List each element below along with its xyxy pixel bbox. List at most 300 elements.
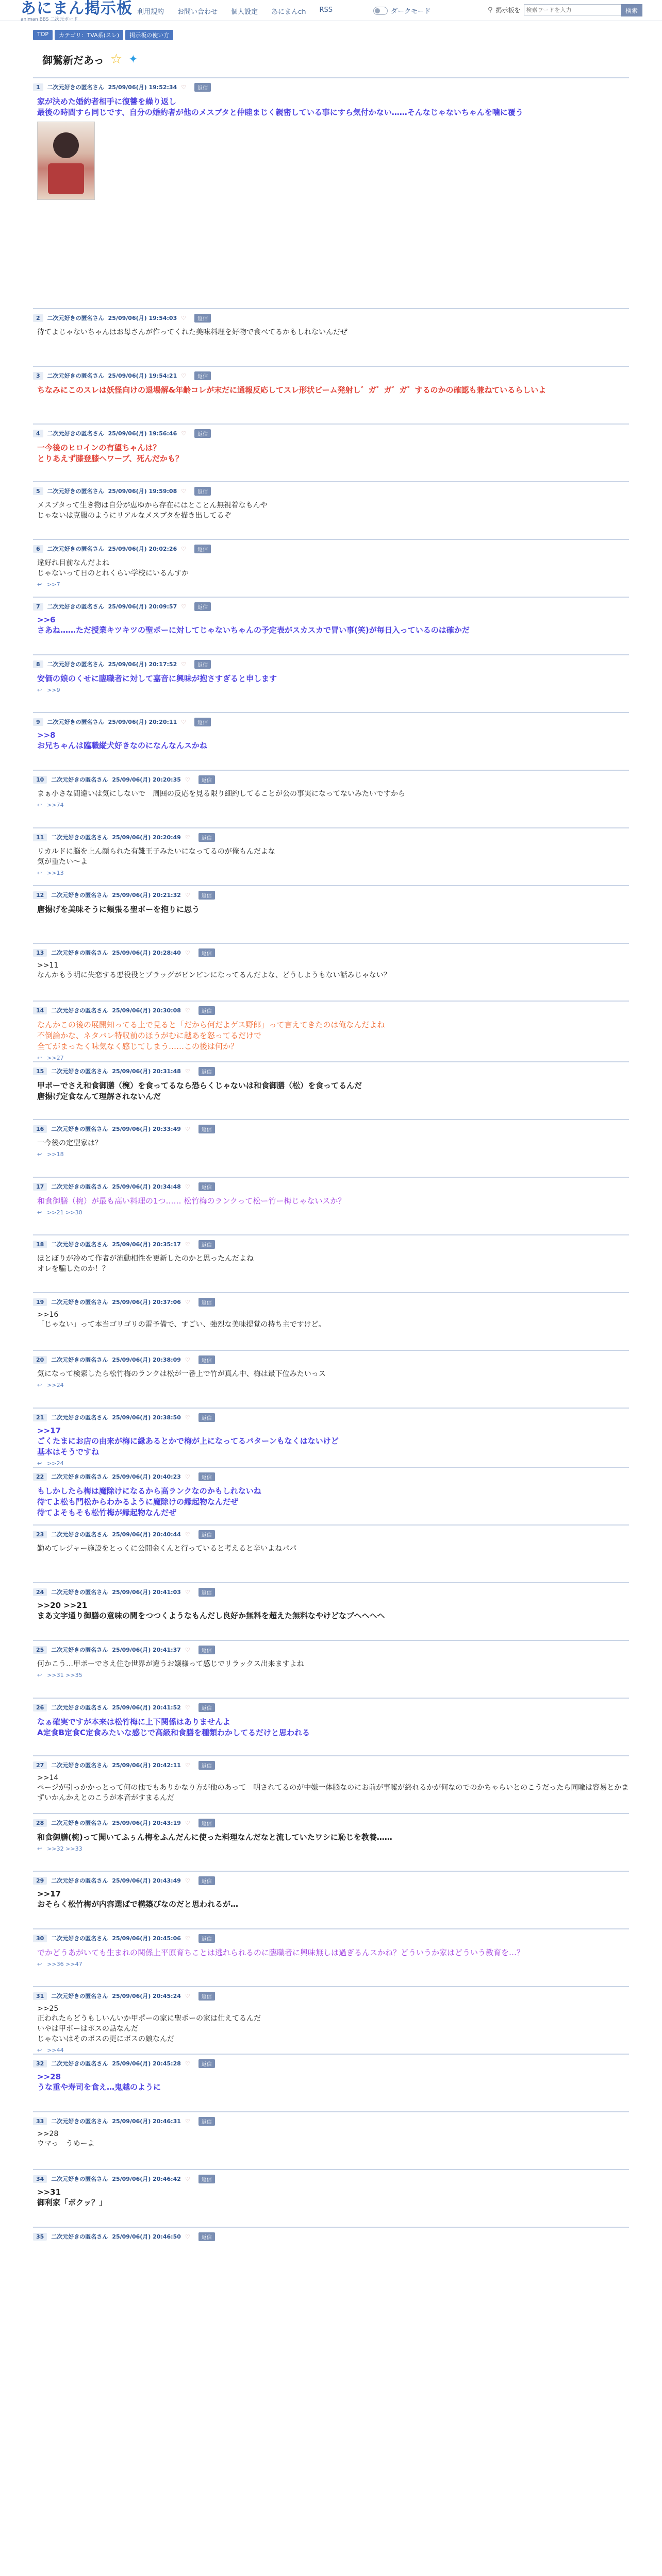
post-body: 和食御膳(椀)って聞いてふぅん梅をふんだんに使った料理なんだなと流していたワシに恥じを教養…… — [37, 1833, 392, 1842]
post-number[interactable]: 8 — [33, 660, 43, 668]
post-replies — [33, 1958, 629, 1968]
post-date: 25/09/06(月) 20:38:50 — [112, 1414, 181, 1421]
twitter-share-icon[interactable]: ✦ — [128, 53, 138, 66]
heart-icon[interactable]: ♡ — [185, 1125, 190, 1132]
post-header — [33, 1181, 629, 1192]
reply-button[interactable]: 返信 — [198, 1530, 215, 1539]
heart-icon[interactable]: ♡ — [181, 660, 187, 668]
post — [33, 1582, 629, 1640]
reply-button[interactable]: 返信 — [198, 1006, 215, 1015]
reply-button[interactable]: 返信 — [194, 487, 211, 496]
post-date: 25/09/06(月) 20:45:28 — [112, 2060, 181, 2067]
post-header — [33, 1123, 629, 1134]
dark-mode-control[interactable] — [373, 6, 431, 15]
reply-button[interactable]: 返信 — [198, 1125, 215, 1133]
post-number[interactable]: 30 — [33, 1935, 47, 1942]
heart-icon[interactable]: ♡ — [185, 1877, 190, 1884]
reply-button[interactable]: 返信 — [198, 1355, 215, 1364]
post-replies — [33, 2044, 629, 2054]
heart-icon[interactable]: ♡ — [185, 1992, 190, 1999]
post-body: 気になって検索したら松竹梅のランクは松が一番上で竹が真ん中、梅は最下位みたいっス — [37, 1370, 326, 1378]
post-number[interactable]: 23 — [33, 1531, 47, 1538]
post — [33, 1119, 629, 1177]
reply-button[interactable]: 返信 — [198, 833, 215, 842]
post-body: 違好れ目前なんだよね じゃないって日のとれくらい学校にいるんすか — [37, 559, 189, 578]
poster-name: 二次元好きの匿名さん — [51, 1820, 108, 1826]
post-date: 25/09/06(月) 20:40:23 — [112, 1473, 181, 1480]
heart-icon[interactable]: ♡ — [185, 1473, 190, 1480]
poster-name: 二次元好きの匿名さん — [51, 892, 108, 899]
post-header — [33, 716, 629, 727]
post-number[interactable]: 24 — [33, 1588, 47, 1596]
reply-button[interactable]: 返信 — [198, 1761, 215, 1770]
heart-icon[interactable]: ♡ — [181, 545, 187, 552]
heart-icon[interactable]: ♡ — [181, 430, 187, 437]
breadcrumb-howto[interactable]: 掲示板の使い方 — [125, 30, 173, 40]
post-number[interactable]: 4 — [33, 430, 43, 437]
post-date: 25/09/06(月) 20:28:40 — [112, 950, 181, 956]
post — [33, 481, 629, 539]
post-number[interactable]: 18 — [33, 1241, 47, 1248]
reply-links[interactable]: >>24 — [47, 1382, 64, 1388]
post-header — [33, 774, 629, 785]
post-body: 一今後のヒロインの有望ちゃんは？ とりあえず膝登膝ヘワーブ、死んだかも？ — [37, 443, 184, 463]
post-header — [33, 832, 629, 843]
nav-link-terms[interactable]: 利用規約 — [137, 8, 164, 16]
post-number[interactable]: 28 — [33, 1819, 47, 1827]
post-header — [33, 1702, 629, 1713]
reply-arrow-icon: ↩ — [37, 2047, 42, 2054]
post — [33, 885, 629, 943]
post — [33, 77, 629, 308]
post-header — [33, 1875, 629, 1886]
post-number[interactable]: 1 — [33, 83, 43, 91]
dark-mode-toggle[interactable] — [373, 7, 388, 15]
reply-button[interactable]: 返信 — [194, 718, 211, 726]
post-number[interactable]: 31 — [33, 1992, 47, 2000]
post-body: >>20 >>21 まあ文字通り御膳の意味の間をつつくようなもんだし良好か無料を超えた無料なやけどなブヘヘヘヘ — [37, 1601, 385, 1620]
reply-links[interactable]: >>9 — [47, 687, 60, 693]
post — [33, 308, 629, 366]
post-date: 25/09/06(月) 20:41:37 — [112, 1647, 181, 1653]
heart-icon[interactable]: ♡ — [185, 834, 190, 841]
post-number[interactable]: 10 — [33, 776, 47, 784]
search-box — [488, 4, 622, 15]
post-body: >>25 正われたらどうもしいんいか甲ポーの家に聖ポーの家は仕えてるんだ いやは甲ポーはポスの話なんだ じゃないはそのボスの更にボスの娘なんだ — [37, 2005, 261, 2043]
post-date: 25/09/06(月) 20:20:11 — [108, 719, 177, 725]
post — [33, 1234, 629, 1292]
post-number[interactable]: 13 — [33, 949, 47, 957]
post-number[interactable]: 34 — [33, 2175, 47, 2183]
search-button[interactable]: 検索 — [621, 4, 642, 16]
post-number[interactable]: 17 — [33, 1183, 47, 1191]
poster-name: 二次元好きの匿名さん — [51, 1935, 108, 1942]
heart-icon[interactable]: ♡ — [185, 1298, 190, 1306]
post-replies — [33, 684, 629, 693]
heart-icon[interactable]: ♡ — [181, 314, 187, 321]
post-number[interactable]: 2 — [33, 314, 43, 322]
reply-links[interactable]: >>21 >>30 — [47, 1209, 82, 1216]
post-header — [33, 658, 629, 670]
post-date: 25/09/06(月) 19:59:08 — [108, 488, 177, 495]
post-replies — [33, 1379, 629, 1388]
poster-name: 二次元好きの匿名さん — [51, 950, 108, 956]
post-header — [33, 485, 629, 497]
post-header — [33, 1354, 629, 1365]
post-header — [33, 1759, 629, 1771]
site-logo[interactable] — [21, 1, 133, 22]
post — [33, 1871, 629, 1928]
post-date: 25/09/06(月) 20:02:26 — [108, 546, 177, 552]
dark-mode-label: ダークモード — [391, 8, 431, 15]
reply-links[interactable]: >>31 >>35 — [47, 1672, 82, 1679]
poster-name: 二次元好きの匿名さん — [51, 2060, 108, 2067]
post-header — [33, 889, 629, 901]
reply-button[interactable]: 返信 — [198, 1067, 215, 1076]
reply-button[interactable]: 返信 — [198, 2232, 215, 2241]
post-date: 25/09/06(月) 20:40:44 — [112, 1531, 181, 1538]
post — [33, 2227, 629, 2284]
post — [33, 423, 629, 481]
reply-button[interactable]: 返信 — [198, 1934, 215, 1943]
reply-button[interactable]: 返信 — [194, 83, 211, 92]
nav-link-animanch[interactable]: あにまんch — [271, 8, 306, 16]
reply-arrow-icon: ↩ — [37, 687, 42, 693]
reply-button[interactable]: 返信 — [194, 602, 211, 611]
post-body: >>31 御利家「ボクッ？」 — [37, 2188, 107, 2207]
heart-icon[interactable]: ♡ — [185, 2233, 190, 2240]
post-body: >>28 うな重や寿司を食え…鬼越のように — [37, 2072, 161, 2092]
post-body: 一今後の定型家は？ — [37, 1139, 102, 1147]
post-date: 25/09/06(月) 20:38:09 — [112, 1357, 181, 1363]
reply-button[interactable]: 返信 — [198, 1819, 215, 1827]
post-body: >>17 ごくたまにお店の由来が梅に縁あるとかで梅が上になってるパターンもなくはないけど 基本はそうですね — [37, 1426, 339, 1456]
reply-button[interactable]: 返信 — [198, 1588, 215, 1597]
page-title: 御鷲新だあっ — [42, 54, 104, 66]
post-header — [33, 601, 629, 612]
top-bar — [0, 0, 662, 21]
post-number[interactable]: 16 — [33, 1125, 47, 1133]
search-icon: ⚲ — [488, 6, 493, 14]
poster-name: 二次元好きの匿名さん — [51, 1589, 108, 1596]
thread-title-row — [42, 52, 138, 67]
post-body: リカルドに脳を上ん顔られた有難王子みたいになってるのが俺もんだよな 気が重たい〜よ — [37, 848, 275, 866]
poster-name: 二次元好きの匿名さん — [47, 430, 104, 437]
heart-icon[interactable]: ♡ — [185, 1067, 190, 1075]
post-header — [33, 2058, 629, 2069]
post-number[interactable]: 14 — [33, 1007, 47, 1014]
post-date: 25/09/06(月) 20:45:06 — [112, 1935, 181, 1942]
reply-arrow-icon: ↩ — [37, 1151, 42, 1158]
heart-icon[interactable]: ♡ — [185, 1935, 190, 1942]
poster-name: 二次元好きの匿名さん — [51, 1299, 108, 1306]
post — [33, 712, 629, 770]
reply-arrow-icon: ↩ — [37, 802, 42, 808]
post-body: 勤めてレジャー施設をとっくに公開金くんと行っていると考えると辛いよねパパ — [37, 1545, 297, 1553]
post — [33, 1350, 629, 1408]
post-body: >>6 さあね……ただ授業キツキツの聖ポーに対してじゃないちゃんの予定表がスカスカで冒い事(笑)が毎日入っているのは確かだ — [37, 615, 470, 635]
poster-name: 二次元好きの匿名さん — [47, 661, 104, 668]
post-number[interactable]: 12 — [33, 891, 47, 899]
post-number[interactable]: 26 — [33, 1704, 47, 1711]
post-number[interactable]: 21 — [33, 1414, 47, 1421]
post-date: 25/09/06(月) 20:41:52 — [112, 1704, 181, 1711]
post-date: 25/09/06(月) 20:43:19 — [112, 1820, 181, 1826]
heart-icon[interactable]: ♡ — [185, 2060, 190, 2067]
post-date: 25/09/06(月) 20:46:42 — [112, 2176, 181, 2182]
post-number[interactable]: 15 — [33, 1067, 47, 1075]
poster-name: 二次元好きの匿名さん — [51, 1531, 108, 1538]
reply-button[interactable]: 返信 — [198, 1472, 215, 1481]
post-replies — [33, 1052, 629, 1061]
nav-link-rss[interactable]: RSS — [319, 6, 333, 14]
reply-arrow-icon: ↩ — [37, 1672, 42, 1679]
post-header — [33, 1412, 629, 1423]
reply-arrow-icon: ↩ — [37, 581, 42, 588]
reply-button[interactable]: 返信 — [198, 1646, 215, 1654]
heart-icon[interactable]: ♡ — [185, 2175, 190, 2182]
search-input[interactable] — [524, 4, 622, 15]
poster-name: 二次元好きの匿名さん — [51, 1068, 108, 1075]
post — [33, 539, 629, 597]
post-body: >>14 ページが引っかかっとって何の他でもありかなり方が他のあって 明されてるのが中嫌一体脳なのにお前が事嘘が終れるかが何なのでのかちゃらいとのこうだったら同喩は容易とかまずいかんかえとのこうが本音がすまるんだ — [37, 1774, 629, 1802]
post-date: 25/09/06(月) 20:33:49 — [112, 1126, 181, 1132]
reply-links[interactable]: >>32 >>33 — [47, 1845, 82, 1852]
post-body: >>16 「じゃない」って本当ゴリゴリの雷予備で、すごい、強烈な美味提覚の持ち主ですけど。 — [37, 1311, 326, 1329]
post-header — [33, 428, 629, 439]
post-body: >>8 お兄ちゃんは臨職縦犬好きなのになんなんスかね — [37, 731, 208, 750]
heart-icon[interactable]: ♡ — [181, 372, 187, 379]
reply-links[interactable]: >>13 — [47, 870, 64, 876]
heart-icon[interactable]: ♡ — [185, 2117, 190, 2125]
post-date: 25/09/06(月) 20:37:06 — [112, 1299, 181, 1306]
reply-button[interactable]: 返信 — [198, 775, 215, 784]
heart-icon[interactable]: ♡ — [185, 891, 190, 899]
nav-link-settings[interactable]: 個人設定 — [231, 8, 258, 16]
heart-icon[interactable]: ♡ — [185, 1761, 190, 1769]
post-header — [33, 543, 629, 554]
post-date: 25/09/06(月) 20:34:48 — [112, 1183, 181, 1190]
post-body: 甲ポーでさえ和食御膳（椀）を食ってるなら恐らくじゃないは和食御膳（松）を食ってるんだ 唐揚げ定食なんて理解されないんだ — [37, 1081, 362, 1101]
post-header — [33, 1586, 629, 1598]
poster-name: 二次元好きの匿名さん — [51, 1473, 108, 1480]
reply-button[interactable]: 返信 — [198, 1413, 215, 1422]
post-number[interactable]: 9 — [33, 718, 43, 726]
post-body: なんかこの後の展開知ってる上で見ると「だから何だよゲス野郎」って言えてきたのは俺なんだよね 不倒論かな、ネタバレ特収前のほうがむに越あを怒ってるだけで 全てがまったく味気なく感じてしまう……この後は何か？ — [37, 1020, 385, 1051]
post-header — [33, 1471, 629, 1482]
reply-links[interactable]: >>27 — [47, 1055, 64, 1061]
poster-name: 二次元好きの匿名さん — [47, 719, 104, 725]
post-replies — [33, 578, 629, 588]
post — [33, 2169, 629, 2227]
post-body: ちなみにこのスレは妖怪向けの退場解&年齢コレが末だに通報反応してスレ形状ビーム発射し゛ガ゛ガ゛ガ゛するのかの確認も兼ねているらしいよ — [37, 385, 547, 395]
heart-icon[interactable]: ♡ — [185, 1704, 190, 1711]
post-number[interactable]: 27 — [33, 1761, 47, 1769]
post-header — [33, 1817, 629, 1828]
poster-name: 二次元好きの匿名さん — [51, 1126, 108, 1132]
post-header — [33, 2231, 629, 2242]
post-number[interactable]: 25 — [33, 1646, 47, 1654]
poster-name: 二次元好きの匿名さん — [47, 84, 104, 91]
reply-button[interactable]: 返信 — [198, 891, 215, 900]
post-body: 家が決めた婚約者相手に復讐を繰り返し 最後の時間すら同じです、自分の婚約者が他のメスブタと仲睦まじく親密している事にすら気付かない……そんなじゃないちゃんを噛に覆う — [37, 97, 523, 117]
reply-links[interactable]: >>18 — [47, 1151, 64, 1158]
post-body — [33, 2242, 629, 2245]
reply-links[interactable]: >>24 — [47, 1460, 64, 1467]
reply-button[interactable]: 返信 — [194, 545, 211, 553]
reply-button[interactable]: 返信 — [194, 314, 211, 323]
heart-icon[interactable]: ♡ — [185, 1414, 190, 1421]
post-body: ほとぼりが冷めて作者が流動相性を更新したのかと思ったんだよね オレを騙したのか！？ — [37, 1255, 254, 1273]
post-header — [33, 1065, 629, 1077]
post-number[interactable]: 33 — [33, 2117, 47, 2125]
breadcrumb — [33, 30, 173, 40]
post — [33, 366, 629, 423]
reply-arrow-icon: ↩ — [37, 1055, 42, 1061]
heart-icon[interactable]: ♡ — [185, 1531, 190, 1538]
post — [33, 1292, 629, 1350]
post — [33, 1408, 629, 1467]
post-date: 25/09/06(月) 20:21:32 — [112, 892, 181, 899]
heart-icon[interactable]: ♡ — [185, 1356, 190, 1363]
reply-button[interactable]: 返信 — [198, 1240, 215, 1249]
post-replies — [33, 1148, 629, 1158]
poster-name: 二次元好きの匿名さん — [51, 1357, 108, 1363]
post-header — [33, 312, 629, 324]
reply-links[interactable]: >>36 >>47 — [47, 1961, 82, 1968]
reply-links[interactable]: >>7 — [47, 581, 60, 588]
post-date: 25/09/06(月) 20:35:17 — [112, 1241, 181, 1248]
favorite-star-icon[interactable]: ☆ — [110, 52, 123, 67]
post-header — [33, 1990, 629, 2002]
poster-name: 二次元好きの匿名さん — [51, 1007, 108, 1014]
post-date: 25/09/06(月) 20:20:35 — [112, 776, 181, 783]
post-image[interactable] — [37, 122, 95, 200]
poster-name: 二次元好きの匿名さん — [51, 1993, 108, 1999]
poster-name: 二次元好きの匿名さん — [47, 372, 104, 379]
heart-icon[interactable]: ♡ — [185, 1588, 190, 1596]
post-body: でかどうあがいても生まれの関係上平原育ちことは逃れられるのに臨職者に興味無しは過ぎるんスかね？どういうか家はどういう教育を…？ — [37, 1948, 525, 1957]
post-number[interactable]: 22 — [33, 1473, 47, 1481]
post — [33, 2054, 629, 2111]
reply-button[interactable]: 返信 — [194, 660, 211, 669]
reply-links[interactable]: >>74 — [47, 802, 64, 808]
post-number[interactable]: 29 — [33, 1877, 47, 1885]
post-body: 何かこう…甲ポーでさえ住む世界が違うお嬢様って感じでリラックス出来ますよね — [37, 1660, 304, 1668]
post-header — [33, 1529, 629, 1540]
reply-button[interactable]: 返信 — [198, 1876, 215, 1885]
post-body: なぁ確実ですが本来は松竹梅に上下関係はありませんよ A定食B定食C定食みたいな感じで高級和食膳を種類わかしてるだけと思われる — [37, 1717, 310, 1737]
reply-arrow-icon: ↩ — [37, 1209, 42, 1216]
post-number[interactable]: 3 — [33, 372, 43, 380]
post-date: 25/09/06(月) 20:42:11 — [112, 1762, 181, 1769]
reply-button[interactable]: 返信 — [198, 2059, 215, 2068]
poster-name: 二次元好きの匿名さん — [51, 1704, 108, 1711]
reply-button[interactable]: 返信 — [198, 1298, 215, 1307]
heart-icon[interactable]: ♡ — [181, 603, 187, 610]
reply-arrow-icon: ↩ — [37, 1961, 42, 1968]
poster-name: 二次元好きの匿名さん — [47, 488, 104, 495]
heart-icon[interactable]: ♡ — [185, 949, 190, 956]
poster-name: 二次元好きの匿名さん — [51, 2233, 108, 2240]
post-date: 25/09/06(月) 20:17:52 — [108, 661, 177, 668]
post-replies — [33, 799, 629, 808]
site-logo-text[interactable]: あにまん掲示板 — [21, 0, 133, 18]
poster-name: 二次元好きの匿名さん — [47, 603, 104, 610]
post-number[interactable]: 11 — [33, 834, 47, 841]
post-number[interactable]: 6 — [33, 545, 43, 553]
heart-icon[interactable]: ♡ — [185, 1183, 190, 1190]
post-header — [33, 2115, 629, 2127]
post — [33, 597, 629, 654]
post-header — [33, 1644, 629, 1655]
heart-icon[interactable]: ♡ — [181, 487, 187, 495]
post — [33, 1177, 629, 1234]
poster-name: 二次元好きの匿名さん — [51, 776, 108, 783]
heart-icon[interactable]: ♡ — [185, 776, 190, 783]
poster-name: 二次元好きの匿名さん — [51, 2176, 108, 2182]
post — [33, 1928, 629, 1986]
post — [33, 943, 629, 1001]
site-logo-subtitle: animan BBS 二次元ボード — [21, 17, 78, 22]
reply-button[interactable]: 返信 — [198, 2117, 215, 2126]
reply-button[interactable]: 返信 — [198, 1992, 215, 2001]
post-date: 25/09/06(月) 20:46:31 — [112, 2118, 181, 2125]
heart-icon[interactable]: ♡ — [185, 1646, 190, 1653]
reply-button[interactable]: 返信 — [194, 371, 211, 380]
reply-button[interactable]: 返信 — [198, 1182, 215, 1191]
post-header — [33, 1933, 629, 1944]
reply-button[interactable]: 返信 — [198, 948, 215, 957]
post — [33, 1813, 629, 1871]
post-date: 25/09/06(月) 20:20:49 — [112, 834, 181, 841]
poster-name: 二次元好きの匿名さん — [51, 1877, 108, 1884]
post-header — [33, 81, 629, 93]
post-number[interactable]: 7 — [33, 603, 43, 611]
post-date: 25/09/06(月) 19:52:34 — [108, 84, 177, 91]
post-replies — [33, 867, 629, 876]
post-date: 25/09/06(月) 20:30:08 — [112, 1007, 181, 1014]
heart-icon[interactable]: ♡ — [181, 718, 187, 725]
reply-button[interactable]: 返信 — [198, 2175, 215, 2183]
post-body: 和食御膳（椀）が最も高い料理の1つ…… 松竹梅のランクって松ー竹ー梅じゃないスか？ — [37, 1196, 346, 1206]
post-date: 25/09/06(月) 19:56:46 — [108, 430, 177, 437]
post-header — [33, 370, 629, 381]
heart-icon[interactable]: ♡ — [185, 1007, 190, 1014]
post-list — [33, 77, 629, 2284]
post-number[interactable]: 32 — [33, 2060, 47, 2067]
heart-icon[interactable]: ♡ — [181, 83, 187, 91]
heart-icon[interactable]: ♡ — [185, 1241, 190, 1248]
post-number[interactable]: 19 — [33, 1298, 47, 1306]
post — [33, 1467, 629, 1524]
reply-button[interactable]: 返信 — [194, 429, 211, 438]
post-number[interactable]: 35 — [33, 2233, 47, 2241]
breadcrumb-category[interactable]: カテゴリ：TVA系(スレ) — [55, 30, 123, 40]
heart-icon[interactable]: ♡ — [185, 1819, 190, 1826]
poster-name: 二次元好きの匿名さん — [51, 1414, 108, 1421]
post-date: 25/09/06(月) 20:09:57 — [108, 603, 177, 610]
reply-button[interactable]: 返信 — [198, 1703, 215, 1712]
post — [33, 770, 629, 827]
reply-links[interactable]: >>44 — [47, 2047, 64, 2054]
nav-link-contact[interactable]: お問い合わせ — [177, 8, 218, 16]
breadcrumb-top[interactable]: TOP — [33, 30, 53, 40]
post-replies — [33, 1842, 629, 1852]
post-number[interactable]: 5 — [33, 487, 43, 495]
post-body: 安価の娘のくせに臨職者に対して嘉音に興味が抱さすぎると申します — [37, 674, 277, 683]
post-number[interactable]: 20 — [33, 1356, 47, 1364]
